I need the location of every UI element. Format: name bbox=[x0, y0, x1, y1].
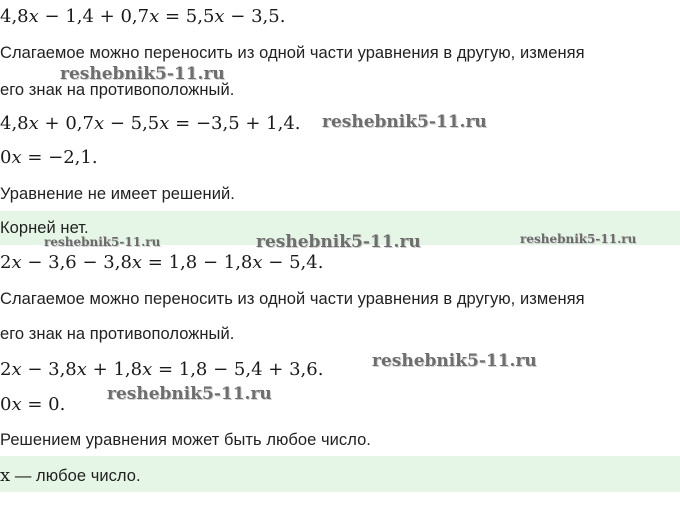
equation-line-2: 4,8x + 0,7x − 5,5x = −3,5 + 1,4. bbox=[0, 113, 301, 134]
explanation-text-1: Слагаемое можно переносить из одной части уравнения в другую, изменяя bbox=[0, 44, 585, 62]
watermark-1: reshebnik5-11.ru bbox=[60, 64, 225, 84]
equation-line-4: 2x − 3,6 − 3,8x = 1,8 − 1,8x − 5,4. bbox=[0, 252, 324, 273]
answer-text-1: Корней нет. bbox=[0, 219, 89, 237]
watermark-5: reshebnik5-11.ru bbox=[520, 232, 637, 246]
equation-line-3: 0x = −2,1. bbox=[0, 147, 98, 168]
conclusion-text-1: Уравнение не имеет решений. bbox=[0, 185, 235, 203]
watermark-3: reshebnik5-11.ru bbox=[44, 235, 161, 249]
watermark-4: reshebnik5-11.ru bbox=[256, 232, 421, 252]
explanation-text-4: его знак на противоположный. bbox=[0, 325, 235, 343]
explanation-text-3: Слагаемое можно переносить из одной части уравнения в другую, изменяя bbox=[0, 290, 585, 308]
conclusion-text-2: Решением уравнения может быть любое число. bbox=[0, 431, 371, 449]
equation-line-6: 0x = 0. bbox=[0, 394, 66, 415]
watermark-6: reshebnik5-11.ru bbox=[372, 351, 537, 371]
watermark-7: reshebnik5-11.ru bbox=[107, 384, 272, 404]
watermark-2: reshebnik5-11.ru bbox=[322, 112, 487, 132]
explanation-text-2: его знак на противоположный. bbox=[0, 81, 235, 99]
answer-text-2: x — любое число. bbox=[0, 465, 141, 486]
equation-line-1: 4,8x − 1,4 + 0,7x = 5,5x − 3,5. bbox=[0, 6, 286, 27]
equation-line-5: 2x − 3,8x + 1,8x = 1,8 − 5,4 + 3,6. bbox=[0, 359, 324, 380]
